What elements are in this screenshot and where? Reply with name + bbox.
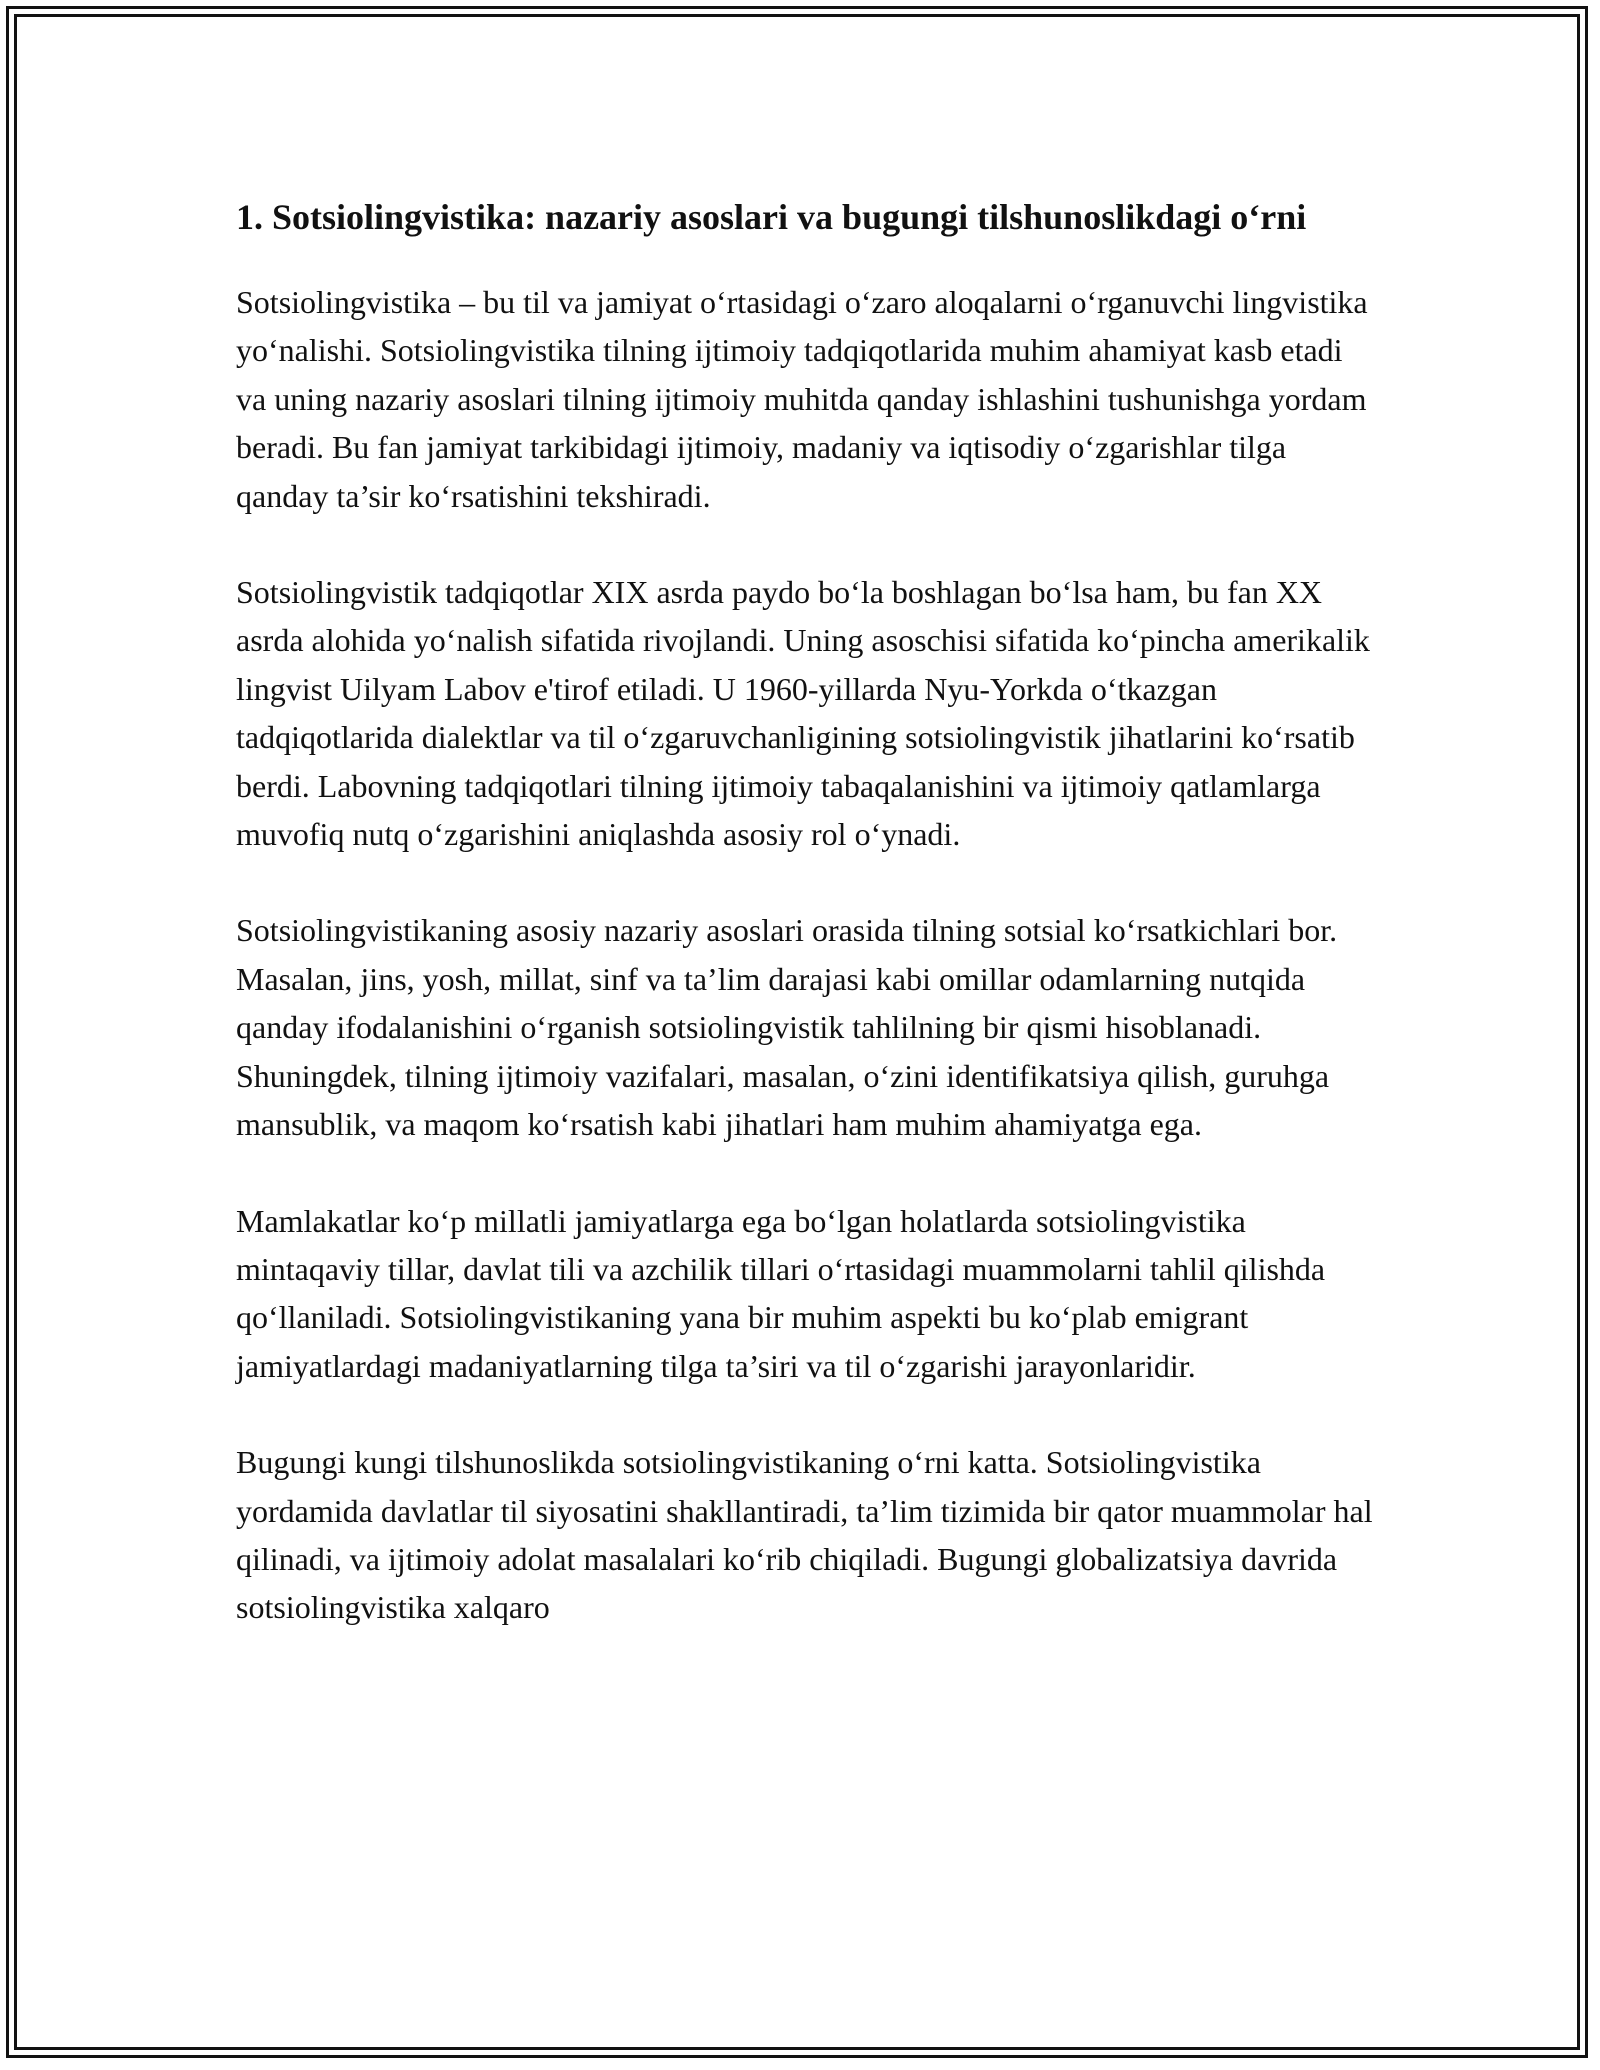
document-title: 1. Sotsiolingvistika: nazariy asoslari va bugungi tilshunoslikdagi o‘rni [236,197,1307,237]
paragraph-5: Bugungi kungi tilshunoslikda sotsiolingvistikaning o‘rni katta. Sotsiolingvistika yordamida davlatlar til siyosatini shakllantiradi, ta’lim tizimida bir qator muammolar hal qilinadi, va ijtimoiy adolat masalalari ko‘rib chiqiladi. Bugungi globalizatsiya davrida sotsiolingvistika xalqaro [236,1444,1373,1626]
paragraph-4: Mamlakatlar ko‘p millatli jamiyatlarga ega bo‘lgan holatlarda sotsiolingvistika mintaqaviy tillar, davlat tili va azchilik tillari o‘rtasidagi muammolarni tahlil qilishda qo‘llaniladi. Sotsiolingvistikaning yana bir muhim aspekti bu ko‘plab emigrant jamiyatlardagi madaniyatlarning tilga ta’siri va til o‘zgarishi jarayonlaridir. [236,1202,1326,1384]
document-body [236,190,1376,1680]
paragraph-3: Sotsiolingvistikaning asosiy nazariy asoslari orasida tilning sotsial ko‘rsatkichlari bor. Masalan, jins, yosh, millat, sinf va ta’lim darajasi kabi omillar odamlarning nutqida qanday ifodalanishini o‘rganish sotsiolingvistik tahlilning bir qismi hisoblanadi. Shuningdek, tilning ijtimoiy vazifalari, masalan, o‘zini identifikatsiya qilish, guruhga mansublik, va maqom ko‘rsatish kabi jihatlari ham muhim ahamiyatga ega. [236,912,1338,1143]
paragraph-1: Sotsiolingvistika – bu til va jamiyat o‘rtasidagi o‘zaro aloqalarni o‘rganuvchi lingvistika yo‘nalishi. Sotsiolingvistika tilning ijtimoiy tadqiqotlarida muhim ahamiyat kasb etadi va uning nazariy asoslari tilning ijtimoiy muhitda qanday ishlashini tushunishga yordam beradi. Bu fan jamiyat tarkibidagi ijtimoiy, madaniy va iqtisodiy o‘zgarishlar tilga qanday ta’sir ko‘rsatishini tekshiradi. [236,284,1368,514]
paragraph-2: Sotsiolingvistik tadqiqotlar XIX asrda paydo bo‘la boshlagan bo‘lsa ham, bu fan XX asrda alohida yo‘nalish sifatida rivojlandi. Uning asoschisi sifatida ko‘pincha amerikalik lingvist Uilyam Labov e'tirof etiladi. U 1960-yillarda Nyu-Yorkda o‘tkazgan tadqiqotlarida dialektlar va til o‘zgaruvchanligining sotsiolingvistik jihatlarini ko‘rsatib berdi. Labovning tadqiqotlari tilning ijtimoiy tabaqalanishini va ijtimoiy qatlamlarga muvofiq nutq o‘zgarishini aniqlashda asosiy rol o‘ynadi. [236,574,1370,853]
